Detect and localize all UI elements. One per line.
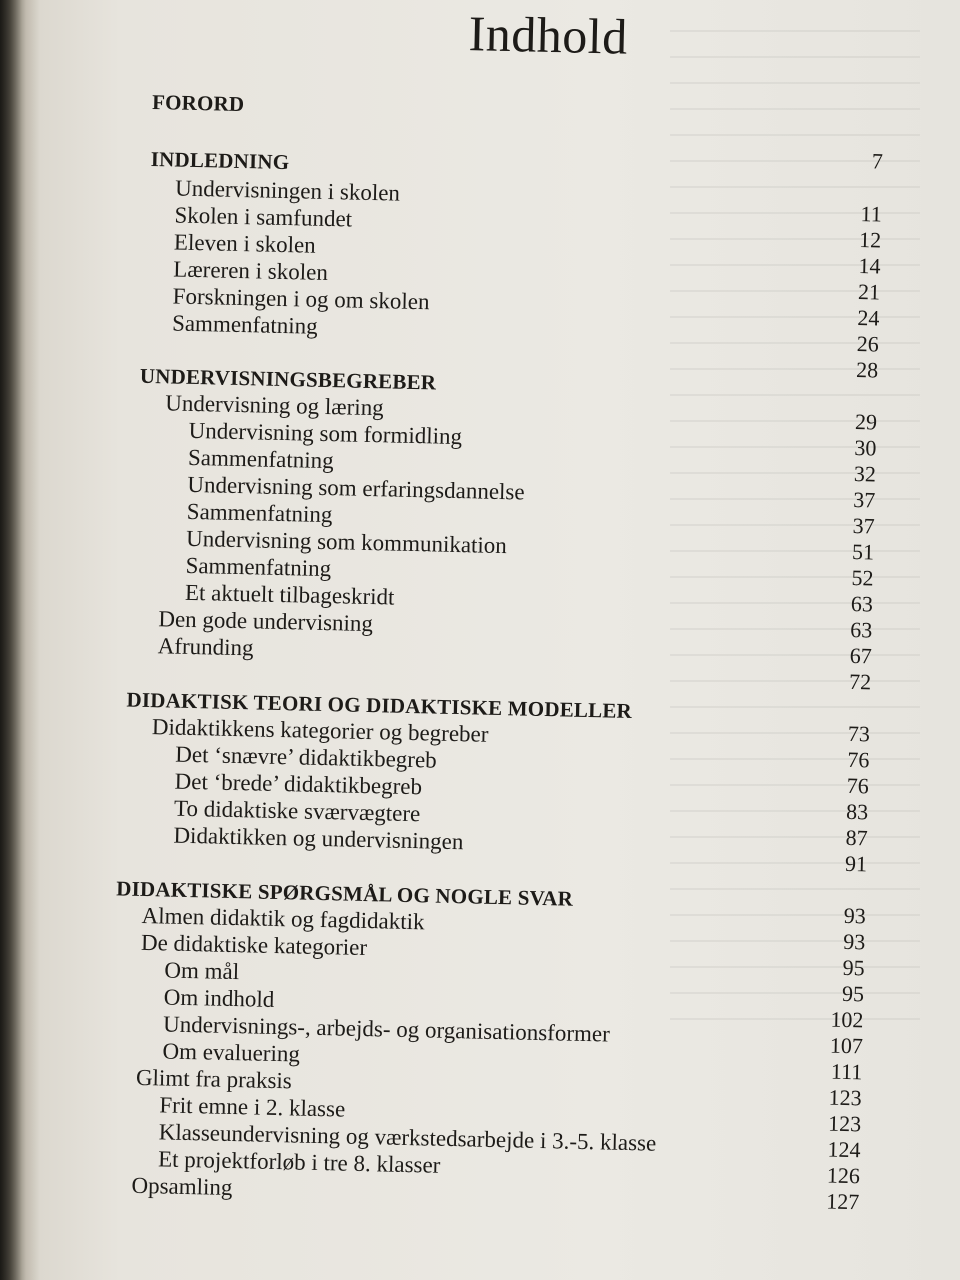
toc-entry: Sammenfatning [186, 498, 333, 528]
page-number: 67 [849, 642, 873, 669]
toc-entry: Frit emne i 2. klasse [159, 1092, 346, 1122]
toc-entry: Undervisningen i skolen [174, 175, 401, 206]
page-number: 83 [845, 798, 869, 825]
page-number: 95 [842, 954, 865, 981]
page-number: 123 [827, 1110, 862, 1137]
toc-entry: Didaktikken og undervisningen [173, 822, 464, 855]
toc-heading-forord: FORORD [151, 89, 245, 117]
page-number: 91 [844, 850, 868, 877]
page-number: 21 [857, 279, 881, 305]
toc-entry: To didaktiske sværvægtere [173, 795, 421, 827]
toc-entry: Undervisning som erfaringsdannelse [187, 471, 525, 505]
page-number: 24 [857, 305, 880, 331]
page-number: 28 [855, 357, 879, 383]
toc-entry: Sammenfatning [187, 444, 334, 474]
toc-entry: Et projektforløb i tre 8. klasser [157, 1146, 441, 1178]
page-number: 37 [852, 486, 876, 513]
page-number: 63 [850, 616, 873, 643]
toc-entry: Undervisning som kommunikation [185, 525, 508, 559]
page-number: 93 [843, 902, 867, 929]
page-number: 51 [851, 538, 875, 565]
page-number: 7 [871, 148, 884, 174]
page-number: 11 [860, 201, 883, 227]
page-number: 126 [826, 1162, 861, 1189]
toc-entry: Undervisnings-, arbejds- og organisationsformer [162, 1011, 611, 1047]
page-number: 30 [854, 434, 877, 461]
toc-heading-indledning: INDLEDNING [150, 146, 290, 175]
page-number: 14 [858, 253, 881, 279]
toc-entry: Sammenfatning [171, 310, 318, 339]
page-number: 127 [826, 1188, 860, 1215]
page-number: 72 [848, 668, 872, 695]
page-number: 52 [851, 564, 874, 591]
toc-entry: Eleven i skolen [173, 229, 316, 258]
toc-entry: Klasseundervisning og værkstedsarbejde i 3.-5. klasse [158, 1119, 657, 1156]
page-number: 111 [830, 1058, 863, 1085]
toc-heading-didaktisk-teori: DIDAKTISK TEORI OG DIDAKTISKE MODELLER [126, 687, 633, 724]
toc-entry: Det ‘snævre’ didaktikbegreb [175, 741, 437, 773]
page-number: 32 [853, 460, 877, 487]
toc-entry: Skolen i samfundet [174, 202, 353, 232]
toc-entry: Om evaluering [162, 1038, 301, 1067]
page-number: 124 [827, 1136, 861, 1163]
page-number: 63 [850, 590, 874, 617]
toc-entry: Et aktuelt tilbageskridt [184, 579, 395, 610]
toc-entry: Forskningen i og om skolen [172, 283, 430, 315]
page-number: 76 [846, 772, 870, 799]
page-number: 26 [856, 331, 880, 357]
toc-entry: Om mål [164, 957, 240, 985]
page-number: 93 [842, 928, 866, 955]
page-number: 107 [829, 1032, 864, 1059]
toc-entry: Almen didaktik og fagdidaktik [141, 902, 425, 935]
page-number: 37 [852, 512, 875, 539]
toc-entry: Om indhold [163, 984, 275, 1012]
toc-entry: Den gode undervisning [158, 606, 374, 637]
toc-entry: Det ‘brede’ didaktikbegreb [174, 768, 423, 800]
page-title: Indhold [468, 5, 629, 65]
toc-entry: Undervisning som formidling [188, 417, 463, 450]
toc-heading-undervisningsbegreber: UNDERVISNINGSBEGREBER [139, 363, 437, 395]
page-number: 102 [830, 1006, 864, 1033]
toc-entry: Opsamling [131, 1172, 233, 1201]
toc-entry: De didaktiske kategorier [140, 929, 368, 961]
toc-heading-didaktiske-spoergsmaal: DIDAKTISKE SPØRGSMÅL OG NOGLE SVAR [115, 876, 574, 911]
toc-entry: Glimt fra praksis [135, 1064, 293, 1094]
toc-entry: Sammenfatning [185, 552, 332, 582]
page-number: 29 [854, 409, 878, 435]
page-number: 76 [847, 746, 870, 773]
page-number: 12 [858, 227, 882, 253]
toc-entry: Afrunding [157, 633, 254, 661]
toc-entry: Didaktikkens kategorier og begreber [151, 714, 489, 747]
page-number: 95 [841, 980, 865, 1007]
toc-entry: Undervisning og læring [165, 390, 385, 421]
page-number: 73 [847, 720, 871, 747]
page-number: 87 [845, 824, 868, 851]
toc-entry: Læreren i skolen [173, 256, 329, 285]
page-number: 123 [828, 1084, 862, 1111]
